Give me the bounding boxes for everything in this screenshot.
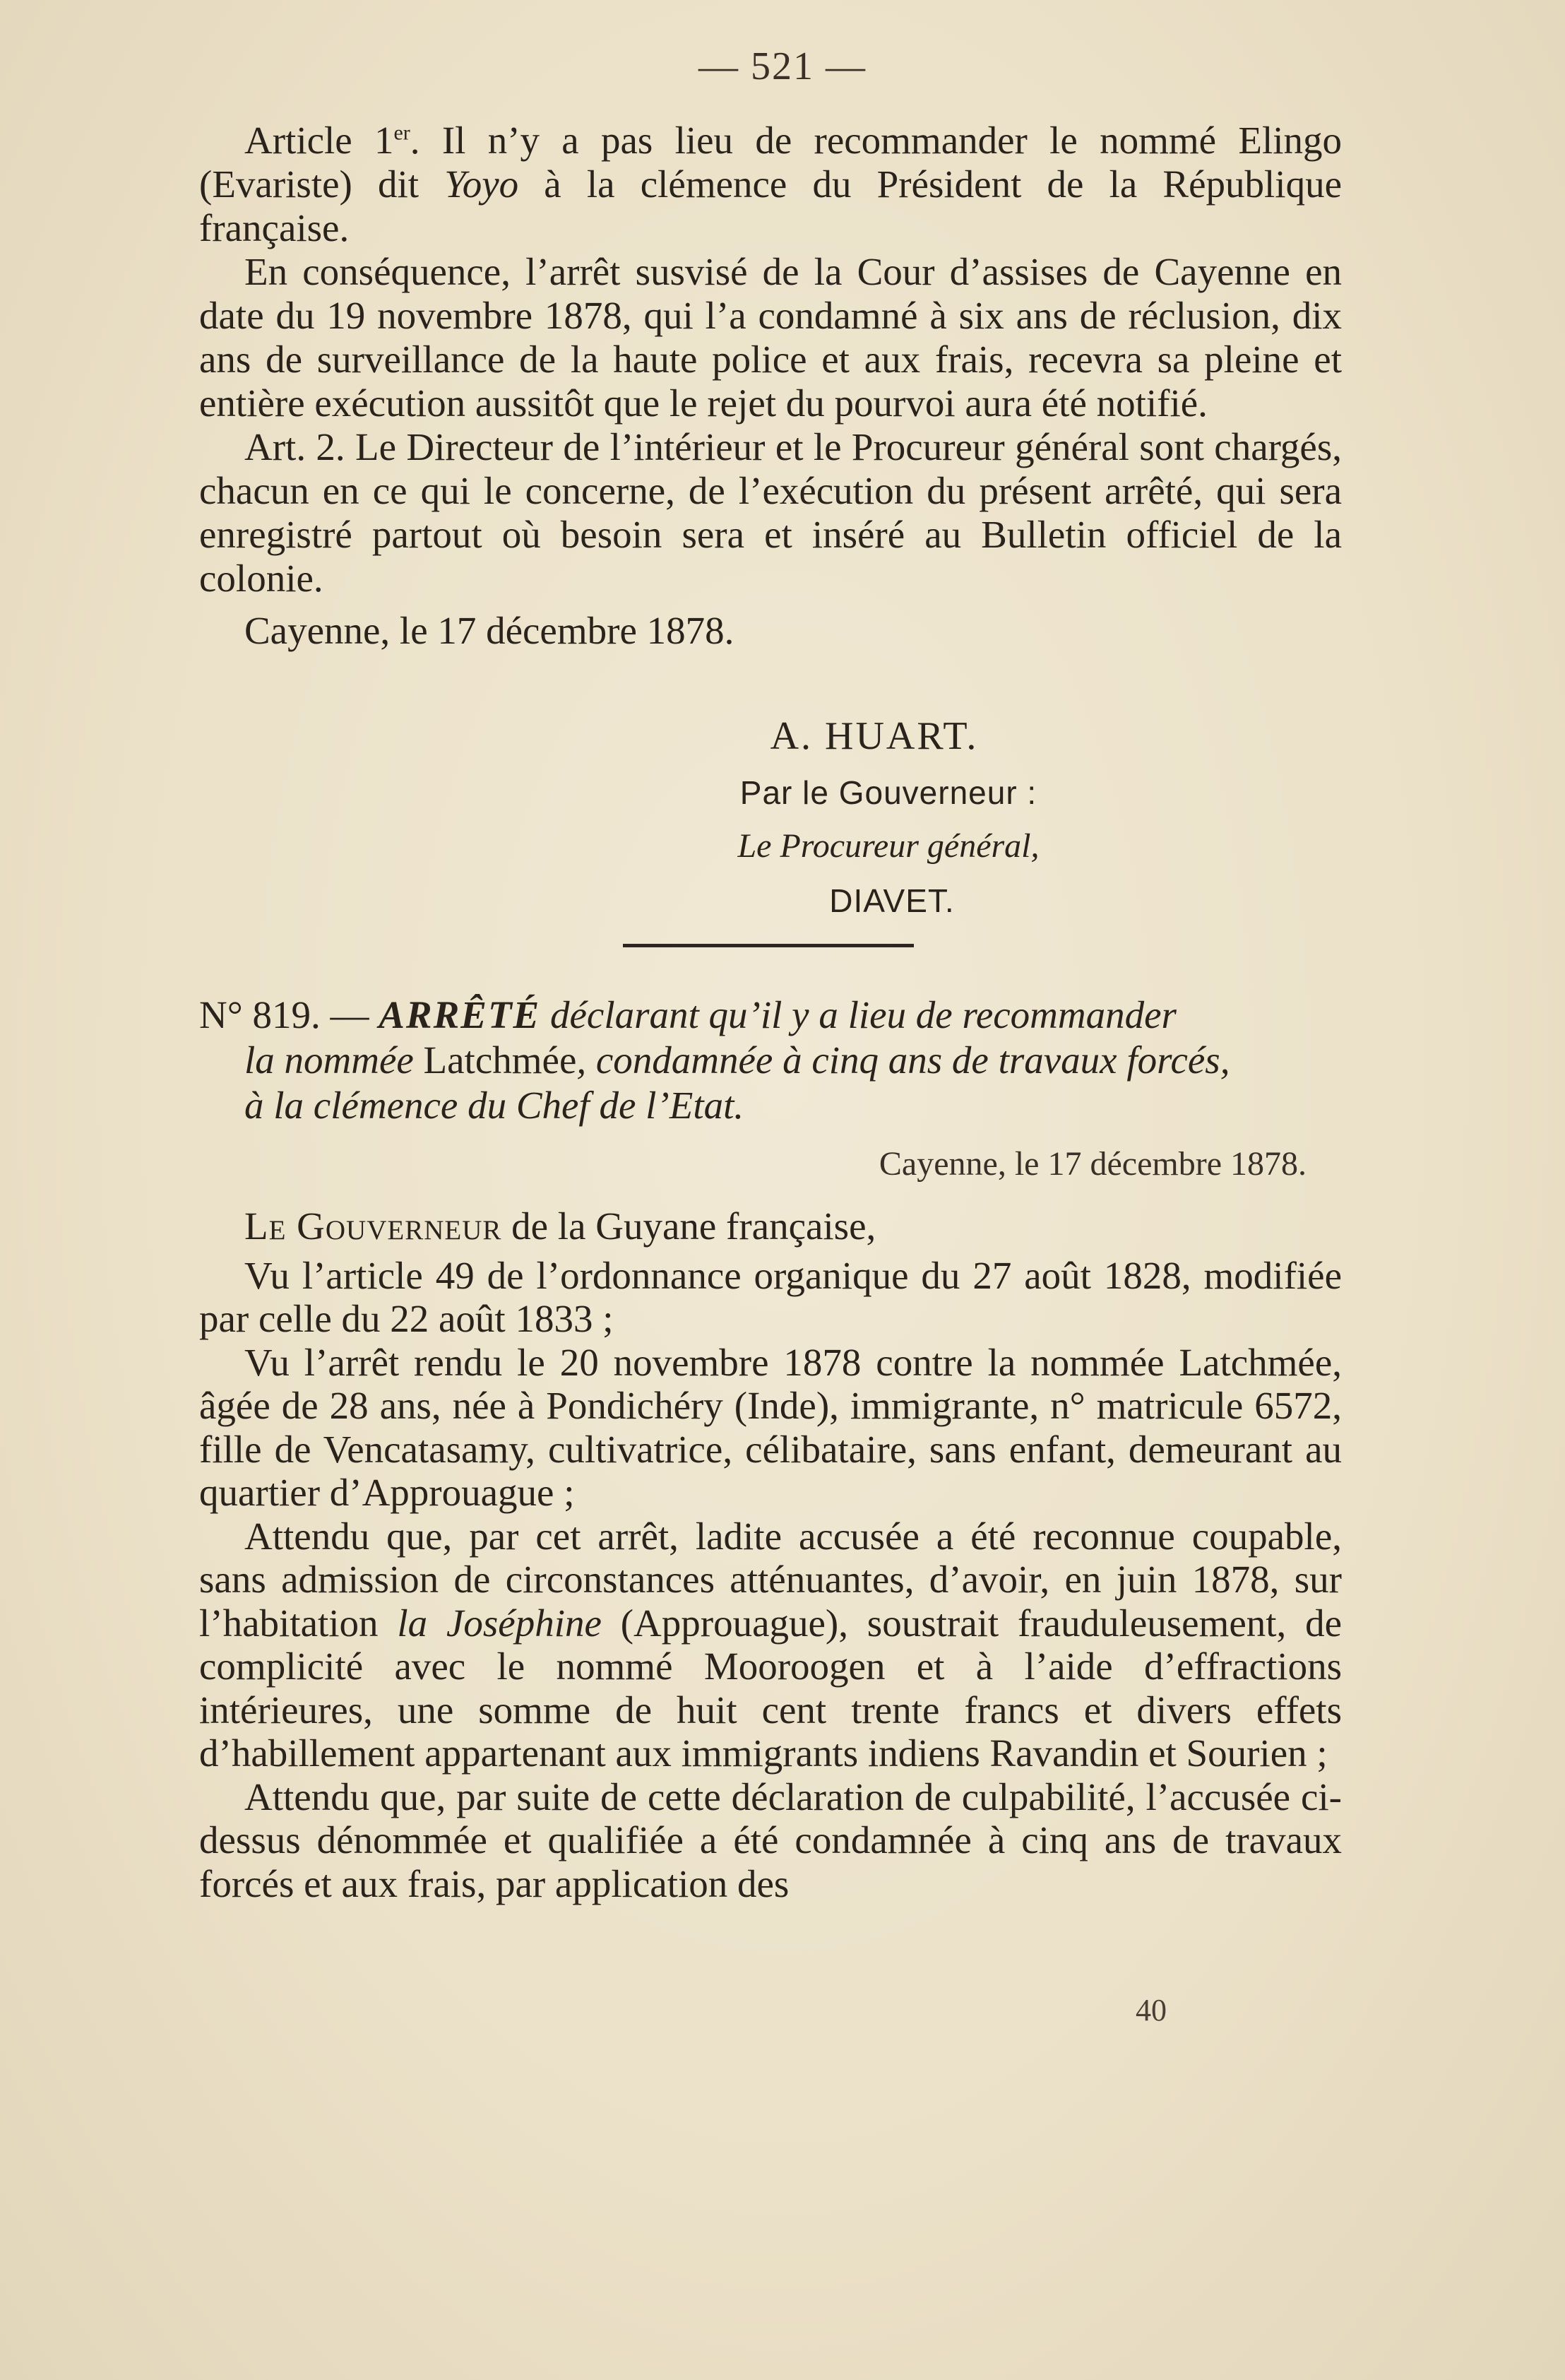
decree-title-b: la nommée bbox=[244, 1038, 424, 1082]
consequence-paragraph: En conséquence, l’arrêt susvisé de la Cour d’assises de Cayenne en date du 19 novembre 1878, qui l’a condamné à six ans de réclusion, dix ans de surveillance de la haute police et aux frais, recevra sa pleine et entière exécution aussitôt que le rejet du pourvoi aura été notifié. bbox=[199, 250, 1342, 425]
procureur-signature: DIAVET. bbox=[829, 882, 955, 919]
decree-title bbox=[199, 993, 1342, 1128]
gouverneur-rest: de la Guyane française, bbox=[501, 1204, 876, 1248]
signature-mark: 40 bbox=[1136, 1993, 1167, 2027]
decree-heading: ARRÊTÉ bbox=[379, 993, 541, 1036]
decree-dash: — bbox=[320, 993, 379, 1036]
place-date: Cayenne, le 17 décembre 1878. bbox=[244, 609, 734, 652]
habitation-name-italic: la Joséphine bbox=[397, 1601, 602, 1645]
decree-title-line-2 bbox=[199, 1038, 1342, 1083]
section-divider bbox=[623, 944, 914, 947]
article-2-paragraph: Art. 2. Le Directeur de l’intérieur et le Procureur général sont chargés, chacun en ce qui le concerne, de l’exécution du présent arrêté, qui sera enregistré partout où besoin sera et inséré au Bulletin officiel de la colonie. bbox=[199, 425, 1342, 600]
convict-name: Latchmée bbox=[423, 1038, 577, 1082]
article-1-label: Article 1 bbox=[244, 119, 394, 162]
attendu-paragraph-2: Attendu que, par suite de cette déclaration de culpabilité, l’accusée ci-dessus dénommée et qualifiée a été condamnée à cinq ans de travaux forcés et aux frais, par application des bbox=[199, 1775, 1342, 1905]
nickname-italic: Yoyo bbox=[444, 162, 519, 206]
page-number: — 521 — bbox=[698, 45, 867, 88]
previous-decree-text bbox=[199, 119, 1342, 653]
attendu-1-text-end: (Approuague), soustrait frauduleusement, de complicité avec le nommé Mooroogen et à l’aide d’effractions intérieures, une somme de huit cent trente francs et divers effets d’habillement appartenant aux immigrants indiens Ravandin et Sourien ; bbox=[199, 1601, 1342, 1775]
gouverneur-smallcaps: Le Gouverneur bbox=[244, 1204, 502, 1248]
vu-paragraph-2: Vu l’arrêt rendu le 20 novembre 1878 contre la nommée Latchmée, âgée de 28 ans, née à Pondichéry (Inde), immigrante, n° matricule 6572, fille de Vencatasamy, cultivatrice, célibataire, sans enfant, demeurant au quartier d’Approuague ; bbox=[199, 1340, 1342, 1514]
article-1-text-end: à la clémence du Président de la République française. bbox=[199, 162, 1342, 249]
decree-dateline: Cayenne, le 17 décembre 1878. bbox=[879, 1145, 1307, 1183]
attendu-1-text: Attendu que, par cet arrêt, ladite accusée a été reconnue coupable, sans admission de circonstances atténuantes, d’avoir, en juin 1878, sur l’habitation bbox=[199, 1514, 1342, 1645]
vu-paragraph-1: Vu l’article 49 de l’ordonnance organique du 27 août 1828, modifiée par celle du 22 août 1833 ; bbox=[199, 1253, 1342, 1340]
article-1-paragraph bbox=[199, 119, 1342, 250]
decree-title-line-3: à la clémence du Chef de l’Etat. bbox=[244, 1084, 744, 1127]
decree-title-c: , condamnée à cinq ans de travaux forcés, bbox=[576, 1038, 1230, 1082]
par-le-gouverneur: Par le Gouverneur : bbox=[739, 774, 1037, 811]
decree-title-line-1 bbox=[199, 993, 1342, 1038]
gouverneur-line bbox=[199, 1204, 1342, 1248]
decree-number: N° 819. bbox=[199, 993, 321, 1036]
article-1-text: . Il n’y a pas lieu de recommander le nommé Elingo (Evariste) dit bbox=[199, 119, 1343, 206]
decree-body bbox=[199, 1204, 1342, 1905]
procureur-title: Le Procureur général, bbox=[737, 827, 1040, 865]
attendu-paragraph-1 bbox=[199, 1515, 1342, 1775]
decree-title-a: déclarant qu’il y a lieu de recommander bbox=[540, 993, 1177, 1036]
article-1-superscript: er bbox=[393, 121, 410, 145]
governor-signature: A. HUART. bbox=[770, 714, 979, 758]
